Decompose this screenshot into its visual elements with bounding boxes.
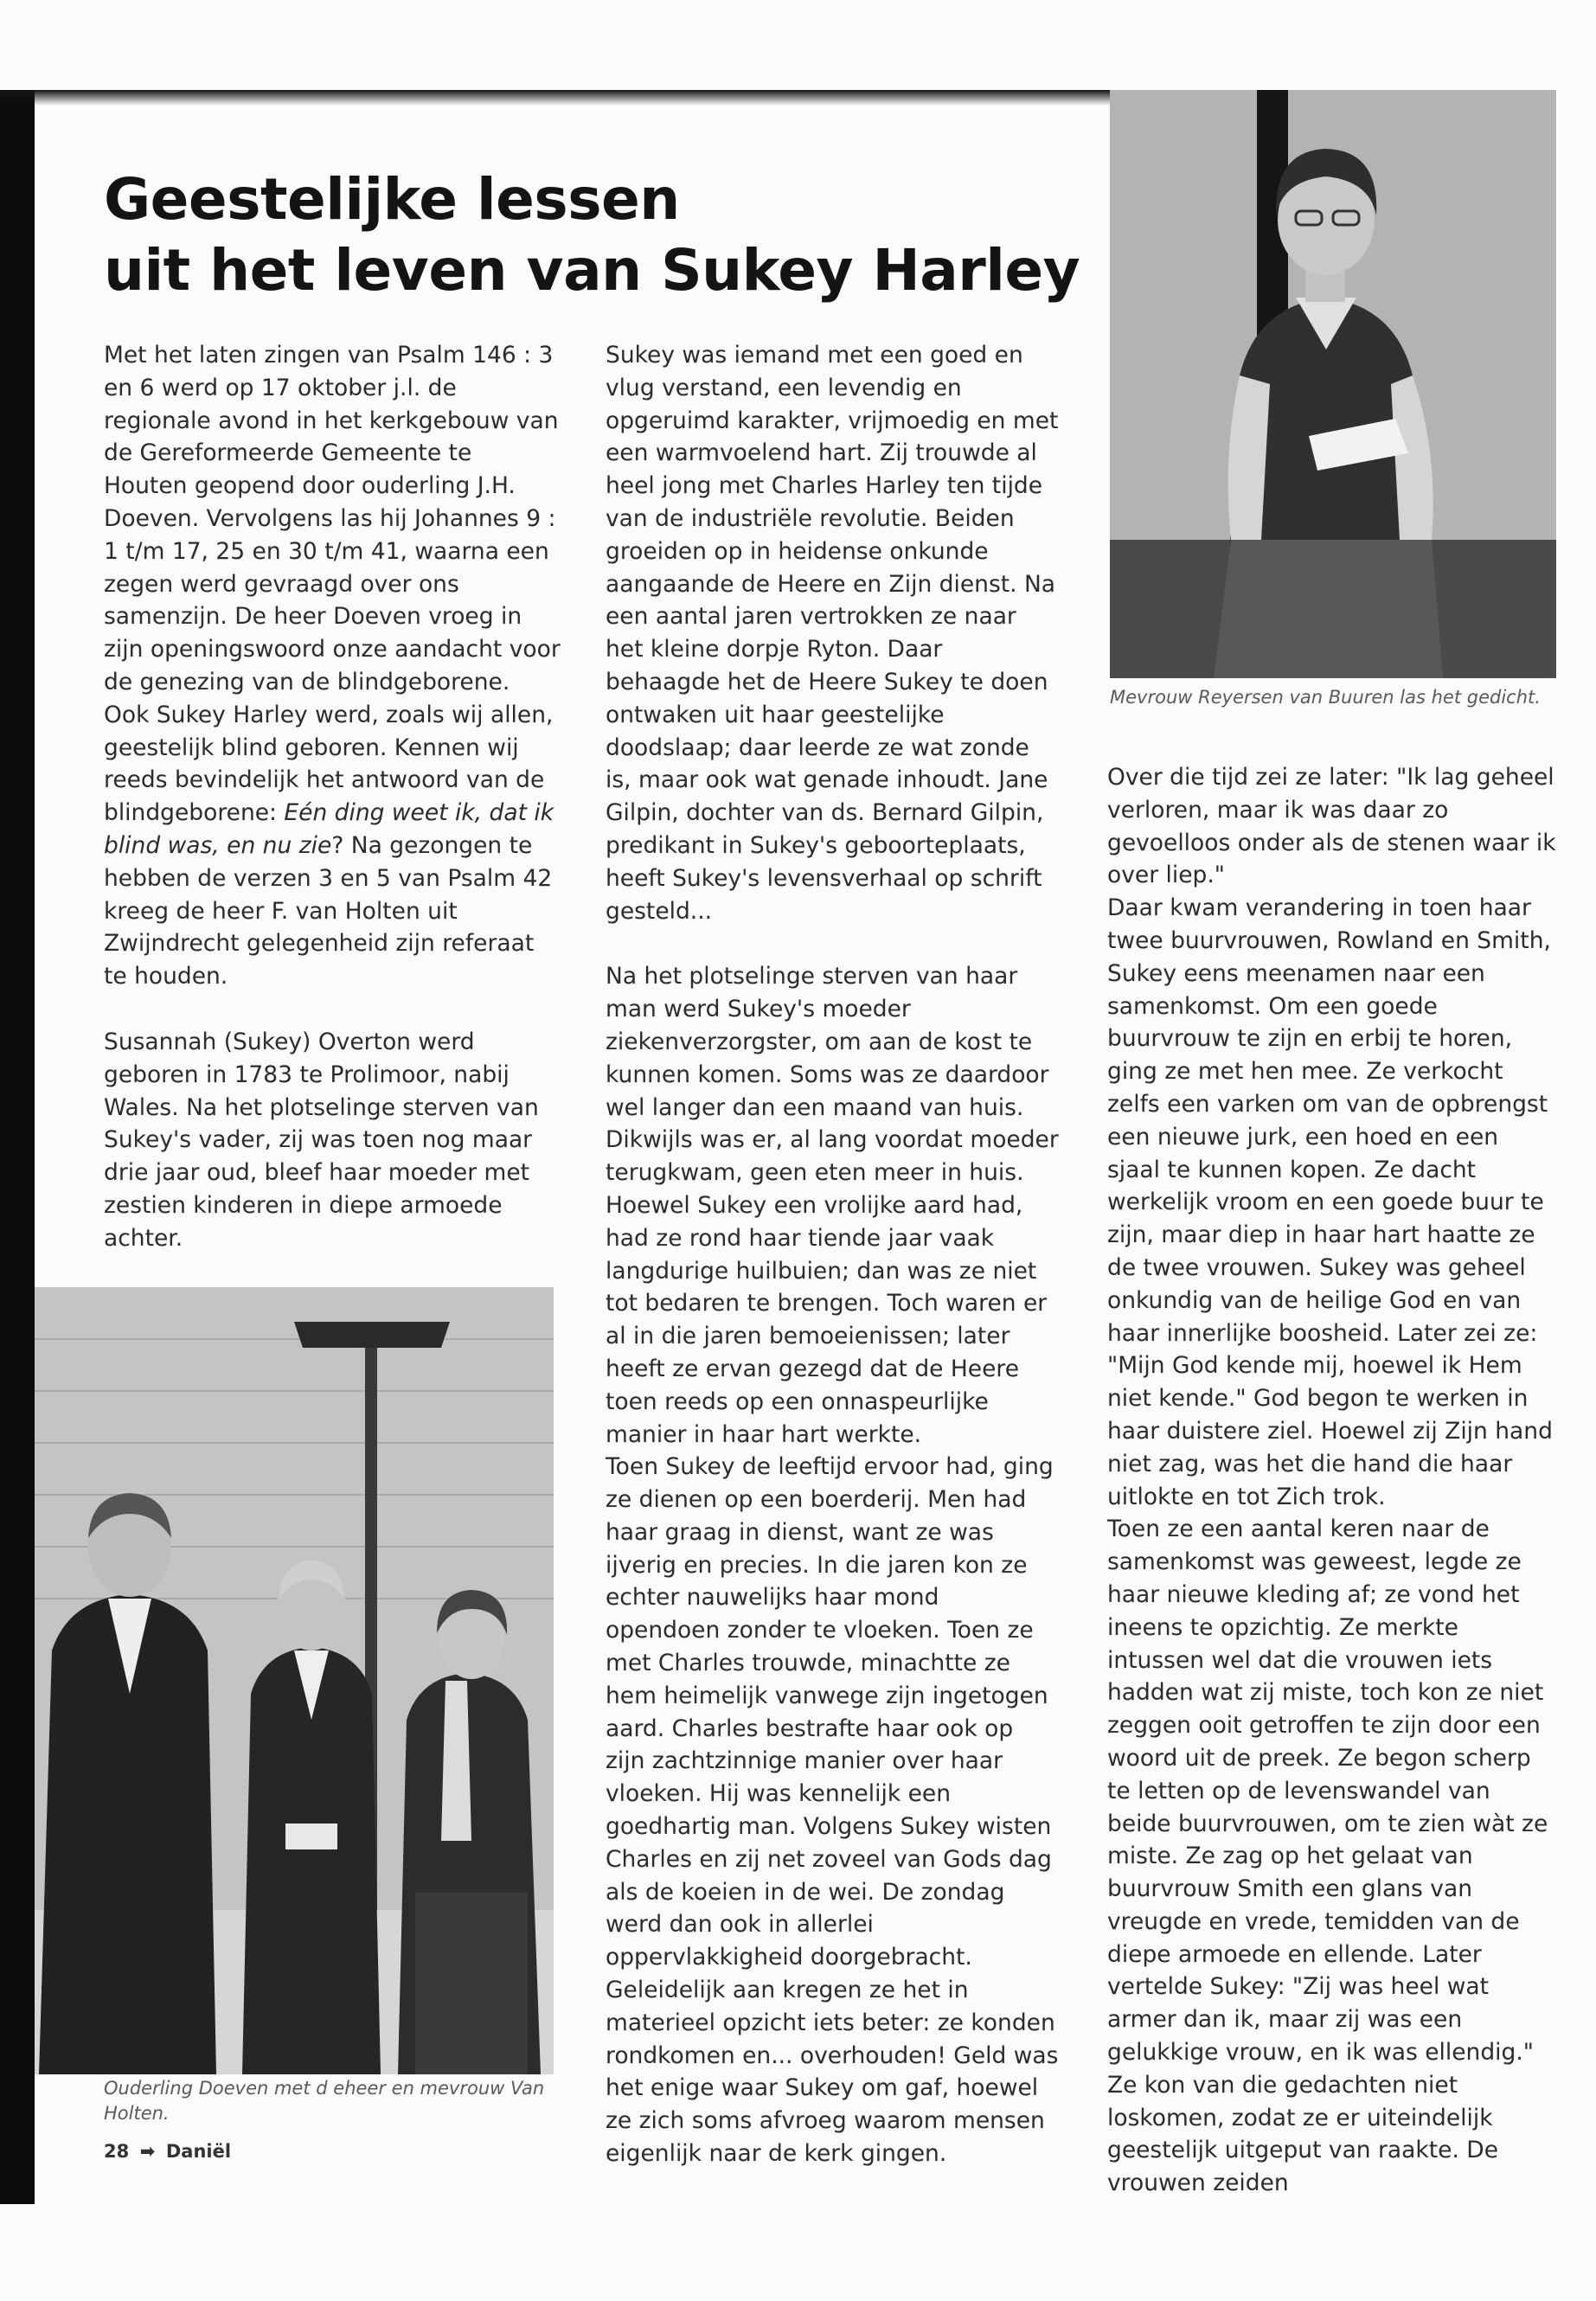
- col1-p1-text: Met het laten zingen van Psalm 146 : 3 en 6 werd op 17 oktober j.l. de regionale avond in het kerkgebouw van de Gereformeerde Gemeente te Houten geopend door ouderling J.H. Doeven. Vervolgens las hij Johannes 9 : 1 t/m 17, 25 en 30 t/m 41, waarna een zegen werd gevraagd over ons samenzijn. De heer Doeven vroeg in zijn openingswoord onze aandacht voor de genezing van de blindgeborene. Ook Sukey Harley werd, zoals wij allen, geestelijk blind geboren. Kennen wij reeds bevindelijk het antwoord van de blindgeborene:: [104, 342, 561, 827]
- photo-woman-reading: [1110, 90, 1556, 678]
- col1-paragraph-1: [104, 339, 562, 993]
- col3-paragraph-1: Over die tijd zei ze later: "Ik lag geheel verloren, maar ik was daar zo gevoelloos onder als de stenen waar ik over liep.": [1107, 764, 1556, 889]
- article-title-line-1: Geestelijke lessen: [104, 166, 680, 233]
- page-number: 28: [104, 2141, 130, 2162]
- col2-paragraph-5: Geleidelijk aan kregen ze het in materieel opzicht iets beter: ze konden rondkomen en... overhouden! Geld was het enige waar Sukey om gaf, hoewel ze zich soms afvroeg waarom mensen eigenlijk naar de kerk gingen.: [606, 1977, 1059, 2168]
- scan-edge-top: [0, 90, 1211, 106]
- column-3: [1107, 761, 1557, 2200]
- column-1: [104, 339, 562, 1255]
- col2-paragraph-4: Toen Sukey de leeftijd ervoor had, ging ze dienen op een boerderij. Men had haar graag in dienst, want ze was ijverig en precies. In die jaren kon ze echter nauwelijks haar mond opendoen zonder te vloeken. Toen ze met Charles trouwde, minachtte ze hem heimelijk vanwege zijn ingetogen aard. Charles bestrafte haar ook op zijn zachtzinnige manier over haar vloeken. Hij was kennelijk een goedhartig man. Volgens Sukey wisten Charles en zij net zoveel van Gods dag als de koeien in de wei. De zondag werd dan ook in allerlei oppervlakkigheid doorgebracht.: [606, 1453, 1054, 1971]
- article-title-line-2: uit het leven van Sukey Harley: [104, 237, 1080, 304]
- photo-woman-reading-image: [1110, 90, 1556, 678]
- column-2: [606, 339, 1060, 2170]
- photo-group-three-people: [35, 1287, 554, 2074]
- col2-paragraph-1: Sukey was iemand met een goed en vlug verstand, een levendig en opgeruimd karakter, vrijmoedig en met een warmvoelend hart. Zij trouwde al heel jong met Charles Harley ten tijde van de industriële revolutie. Beiden groeiden op in heidense onkunde aangaande de Heere en Zijn dienst. Na een aantal jaren vertrokken ze naar het kleine dorpje Ryton. Daar behaagde het de Heere Sukey te doen ontwaken uit haar geestelijke doodslaap; daar leerde ze wat zonde is, maar ook wat genade inhoudt. Jane Gilpin, dochter van ds. Bernard Gilpin, predikant in Sukey's geboorteplaats, heeft Sukey's levensverhaal op schrift gesteld...: [606, 342, 1059, 925]
- col2-paragraph-3: Hoewel Sukey een vrolijke aard had, had ze rond haar tiende jaar vaak langdurige huilbuien; dan was ze niet tot bedaren te brengen. Toch waren er al in die jaren bemoeienissen; later heeft ze ervan gezegd dat de Heere toen reeds op een onnaspeurlijke manier in haar hart werkte.: [606, 1191, 1048, 1448]
- col2-paragraph-2: Na het plotselinge sterven van haar man werd Sukey's moeder ziekenverzorgster, om aan de kost te kunnen komen. Soms was ze daardoor wel langer dan een maand van huis. Dikwijls was er, al lang voordat moeder terugkwam, geen eten meer in huis.: [606, 963, 1059, 1187]
- arrow-right-icon: ➡: [139, 2141, 156, 2162]
- photo-group-image: [35, 1287, 554, 2074]
- col1-p1-quote: Eén ding weet ik, dat ik blind was, en nu zie: [104, 799, 554, 859]
- col1-p1-text-end: ? Na gezongen te hebben de verzen 3 en 5 van Psalm 42 kreeg de heer F. van Holten uit Zwijndrecht gelegenheid zijn referaat te houden.: [104, 831, 553, 990]
- photo-right-caption: Mevrouw Reyersen van Buuren las het gedicht.: [1110, 687, 1541, 708]
- col1-paragraph-2: Susannah (Sukey) Overton werd geboren in 1783 te Prolimoor, nabij Wales. Na het plotselinge sterven van Sukey's vader, zij was toen nog maar drie jaar oud, bleef haar moeder met zestien kinderen in diepe armoede achter.: [104, 1028, 539, 1252]
- magazine-name: Daniël: [165, 2141, 232, 2162]
- col3-paragraph-3: Toen ze een aantal keren naar de samenkomst was geweest, legde ze haar nieuwe kleding af; ze vond het ineens te opzichtig. Ze merkte intussen wel dat die vrouwen iets hadden wat zij miste, toch kon ze niet zeggen ooit getroffen te zijn door een woord uit de preek. Ze begon scherp te letten op de levenswandel van beide buurvrouwen, om te zien wàt ze miste. Ze zag op het gelaat van buurvrouw Smith een glans van vreugde en vrede, temidden van de diepe armoede en ellende. Later vertelde Sukey: "Zij was heel wat armer dan ik, maar zij was een gelukkige vrouw, en ik was ellendig." Ze kon van die gedachten niet loskomen, zodat ze er uiteindelijk geestelijk uitgeput van raakte. De vrouwen zeiden: [1107, 1516, 1548, 2197]
- col3-paragraph-2: Daar kwam verandering in toen haar twee buurvrouwen, Rowland en Smith, Sukey eens meenamen naar een samenkomst. Om een goede buurvrouw te zijn en erbij te horen, ging ze met hen mee. Ze verkocht zelfs een varken om van de opbrengst een nieuwe jurk, een hoed en een sjaal te kunnen kopen. Ze dacht werkelijk vroom en een goede buur te zijn, maar diep in haar hart haatte ze de twee vrouwen. Sukey was geheel onkundig van de heilige God en van haar innerlijke boosheid. Later zei ze: "Mijn God kende mij, hoewel ik Hem niet kende." God begon te werken in haar duistere ziel. Hoewel zij Zijn hand niet zag, was het die hand die haar uitlokte en tot Zich trok.: [1107, 894, 1553, 1510]
- photo-left-caption: Ouderling Doeven met d eheer en mevrouw Van Holten.: [104, 2078, 545, 2124]
- scan-edge-left: [0, 90, 35, 2204]
- article-title: [104, 164, 1099, 306]
- page-footer: [104, 2141, 231, 2162]
